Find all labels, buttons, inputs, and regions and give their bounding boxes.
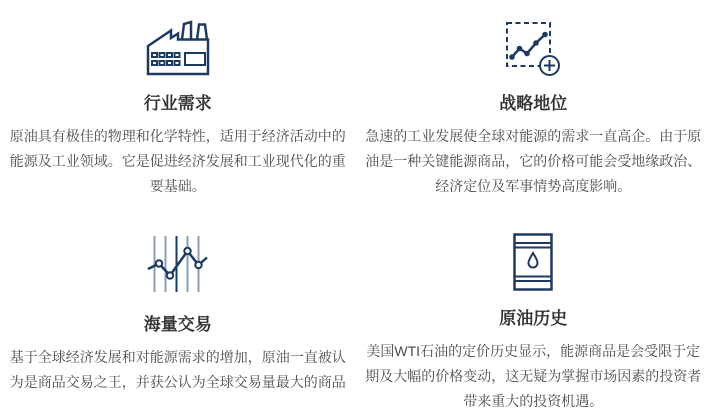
feature-icon-box [143, 8, 213, 78]
oil-barrel-icon [511, 232, 555, 292]
feature-description: 美国WTI石油的定价历史显示，能源商品是会受限于定期及大幅的价格变动，这无疑为掌握市场因素的投资者带来重大的投资机遇。 [365, 343, 702, 409]
feature-icon-box [146, 231, 210, 299]
feature-card-massive-trading [0, 207, 356, 414]
feature-description: 基于全球经济发展和对能源需求的增加，原油一直被认为是商品交易之王，并获公认为全球交易量最大的商品 [9, 349, 346, 390]
feature-title: 海量交易 [143, 315, 212, 334]
feature-card-strategic-position [356, 0, 711, 207]
feature-description: 急速的工业发展使全球对能源的需求一直高企。由于原油是一种关键能源商品，它的价格可能会受地缘政治、经济定位及军事情势高度影响。 [365, 128, 702, 194]
feature-title: 原油历史 [499, 309, 568, 328]
factory-icon [143, 18, 213, 78]
feature-title: 战略地位 [499, 94, 568, 113]
feature-card-crude-oil-history [356, 207, 711, 414]
feature-icon-box [504, 8, 562, 78]
feature-description: 原油具有极佳的物理和化学特性，适用于经济活动中的能源及工业领域。它是促进经济发展和工业现代化的重要基础。 [9, 128, 346, 194]
price-chart-icon [146, 234, 210, 296]
feature-icon-box [511, 231, 555, 293]
feature-card-industry-demand [0, 0, 356, 207]
chart-zoom-icon [504, 20, 562, 78]
feature-title: 行业需求 [143, 94, 212, 113]
